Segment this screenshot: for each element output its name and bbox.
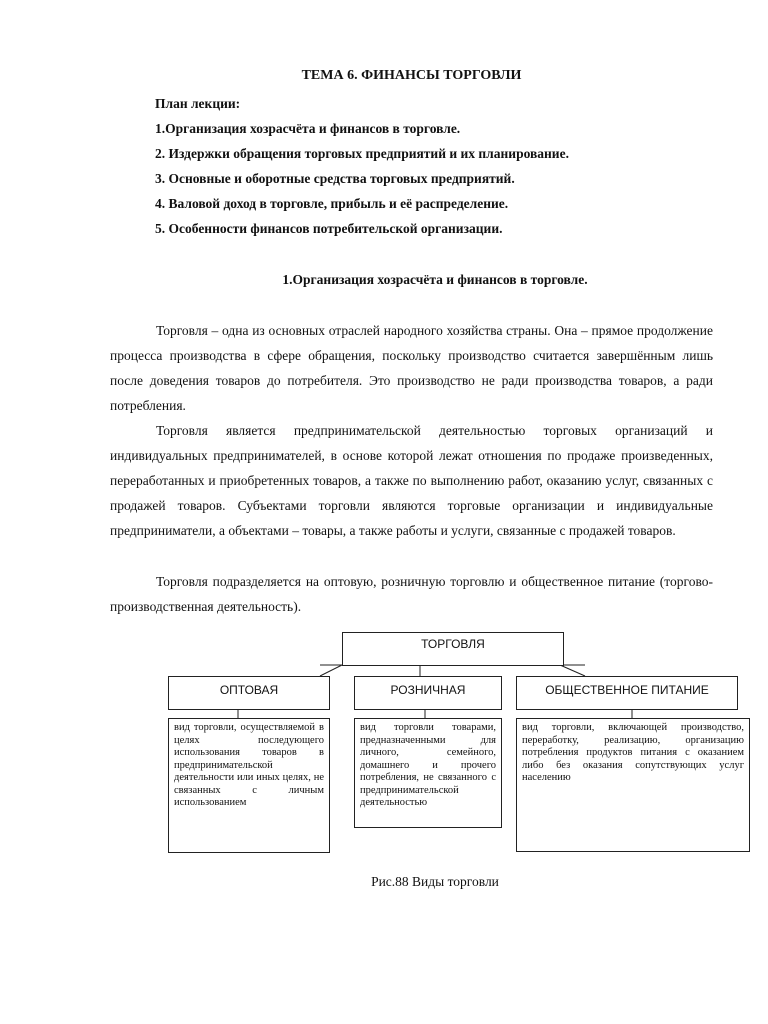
- branch-retail-label: РОЗНИЧНАЯ: [390, 683, 466, 697]
- paragraph-1: Торговля – одна из основных отраслей народного хозяйства страны. Она – прямое продолжение процесса производства в сфере обращения, поскольку производство считается завершённым лишь после доведения товаров до потребителя. Это производство не ради производства товаров, а ради потребления.: [110, 323, 713, 413]
- plan-item-2: 2. Издержки обращения торговых предприятий и их планирование.: [155, 146, 569, 161]
- paragraph-3: Торговля подразделяется на оптовую, розничную торговлю и общественное питание (торгово-производственная деятельность).: [110, 574, 713, 614]
- branch-wholesale-label: ОПТОВАЯ: [219, 683, 279, 697]
- catering-description: вид торговли, включающей производство, переработку, реализацию, организацию потребления продуктов питания с оказанием либо без оказания сопутствующих услуг населению: [516, 718, 750, 852]
- wholesale-description: вид торговли, осуществляемой в целях последующего использования товаров в предпринимательской деятельности или иных целях, не связанных с личным использованием: [168, 718, 330, 853]
- diagram-branch-retail: [354, 676, 502, 710]
- plan-item-5: 5. Особенности финансов потребительской организации.: [155, 221, 503, 236]
- paragraph-2: Торговля является предпринимательской деятельностью торговых организаций и индивидуальных предпринимателей, в основе которой лежат отношения по продаже произведенных, переработанных и приобретенных товаров, а также по выполнению работ, оказанию услуг, связанных с продажей товаров. Субъектами торговли являются торговые организации и индивидуальные предприниматели, а объектами – товары, а также работы и услуги, связанные с продажей товаров.: [110, 423, 713, 538]
- plan-item-1: 1.Организация хозрасчёта и финансов в торговле.: [155, 121, 461, 136]
- plan-item-3: 3. Основные и оборотные средства торговых предприятий.: [155, 171, 515, 186]
- diagram-root-label: ТОРГОВЛЯ: [421, 637, 485, 651]
- plan-heading: План лекции:: [155, 96, 241, 111]
- diagram-branch-catering: [516, 676, 738, 710]
- diagram-branch-wholesale: [168, 676, 330, 710]
- document-title: ТЕМА 6. ФИНАНСЫ ТОРГОВЛИ: [301, 68, 522, 83]
- branch-catering-label: ОБЩЕСТВЕННОЕ ПИТАНИЕ: [545, 683, 709, 697]
- section-heading: 1.Организация хозрасчёта и финансов в торговле.: [282, 272, 588, 287]
- retail-description: вид торговли товарами, предназначенными для личного, семейного, домашнего и прочего потребления, не связанного с предпринимательской деятельностью: [354, 718, 502, 828]
- diagram-root-box: [342, 632, 564, 666]
- figure-caption: Рис.88 Виды торговли: [371, 874, 499, 889]
- plan-item-4: 4. Валовой доход в торговле, прибыль и её распределение.: [155, 196, 509, 211]
